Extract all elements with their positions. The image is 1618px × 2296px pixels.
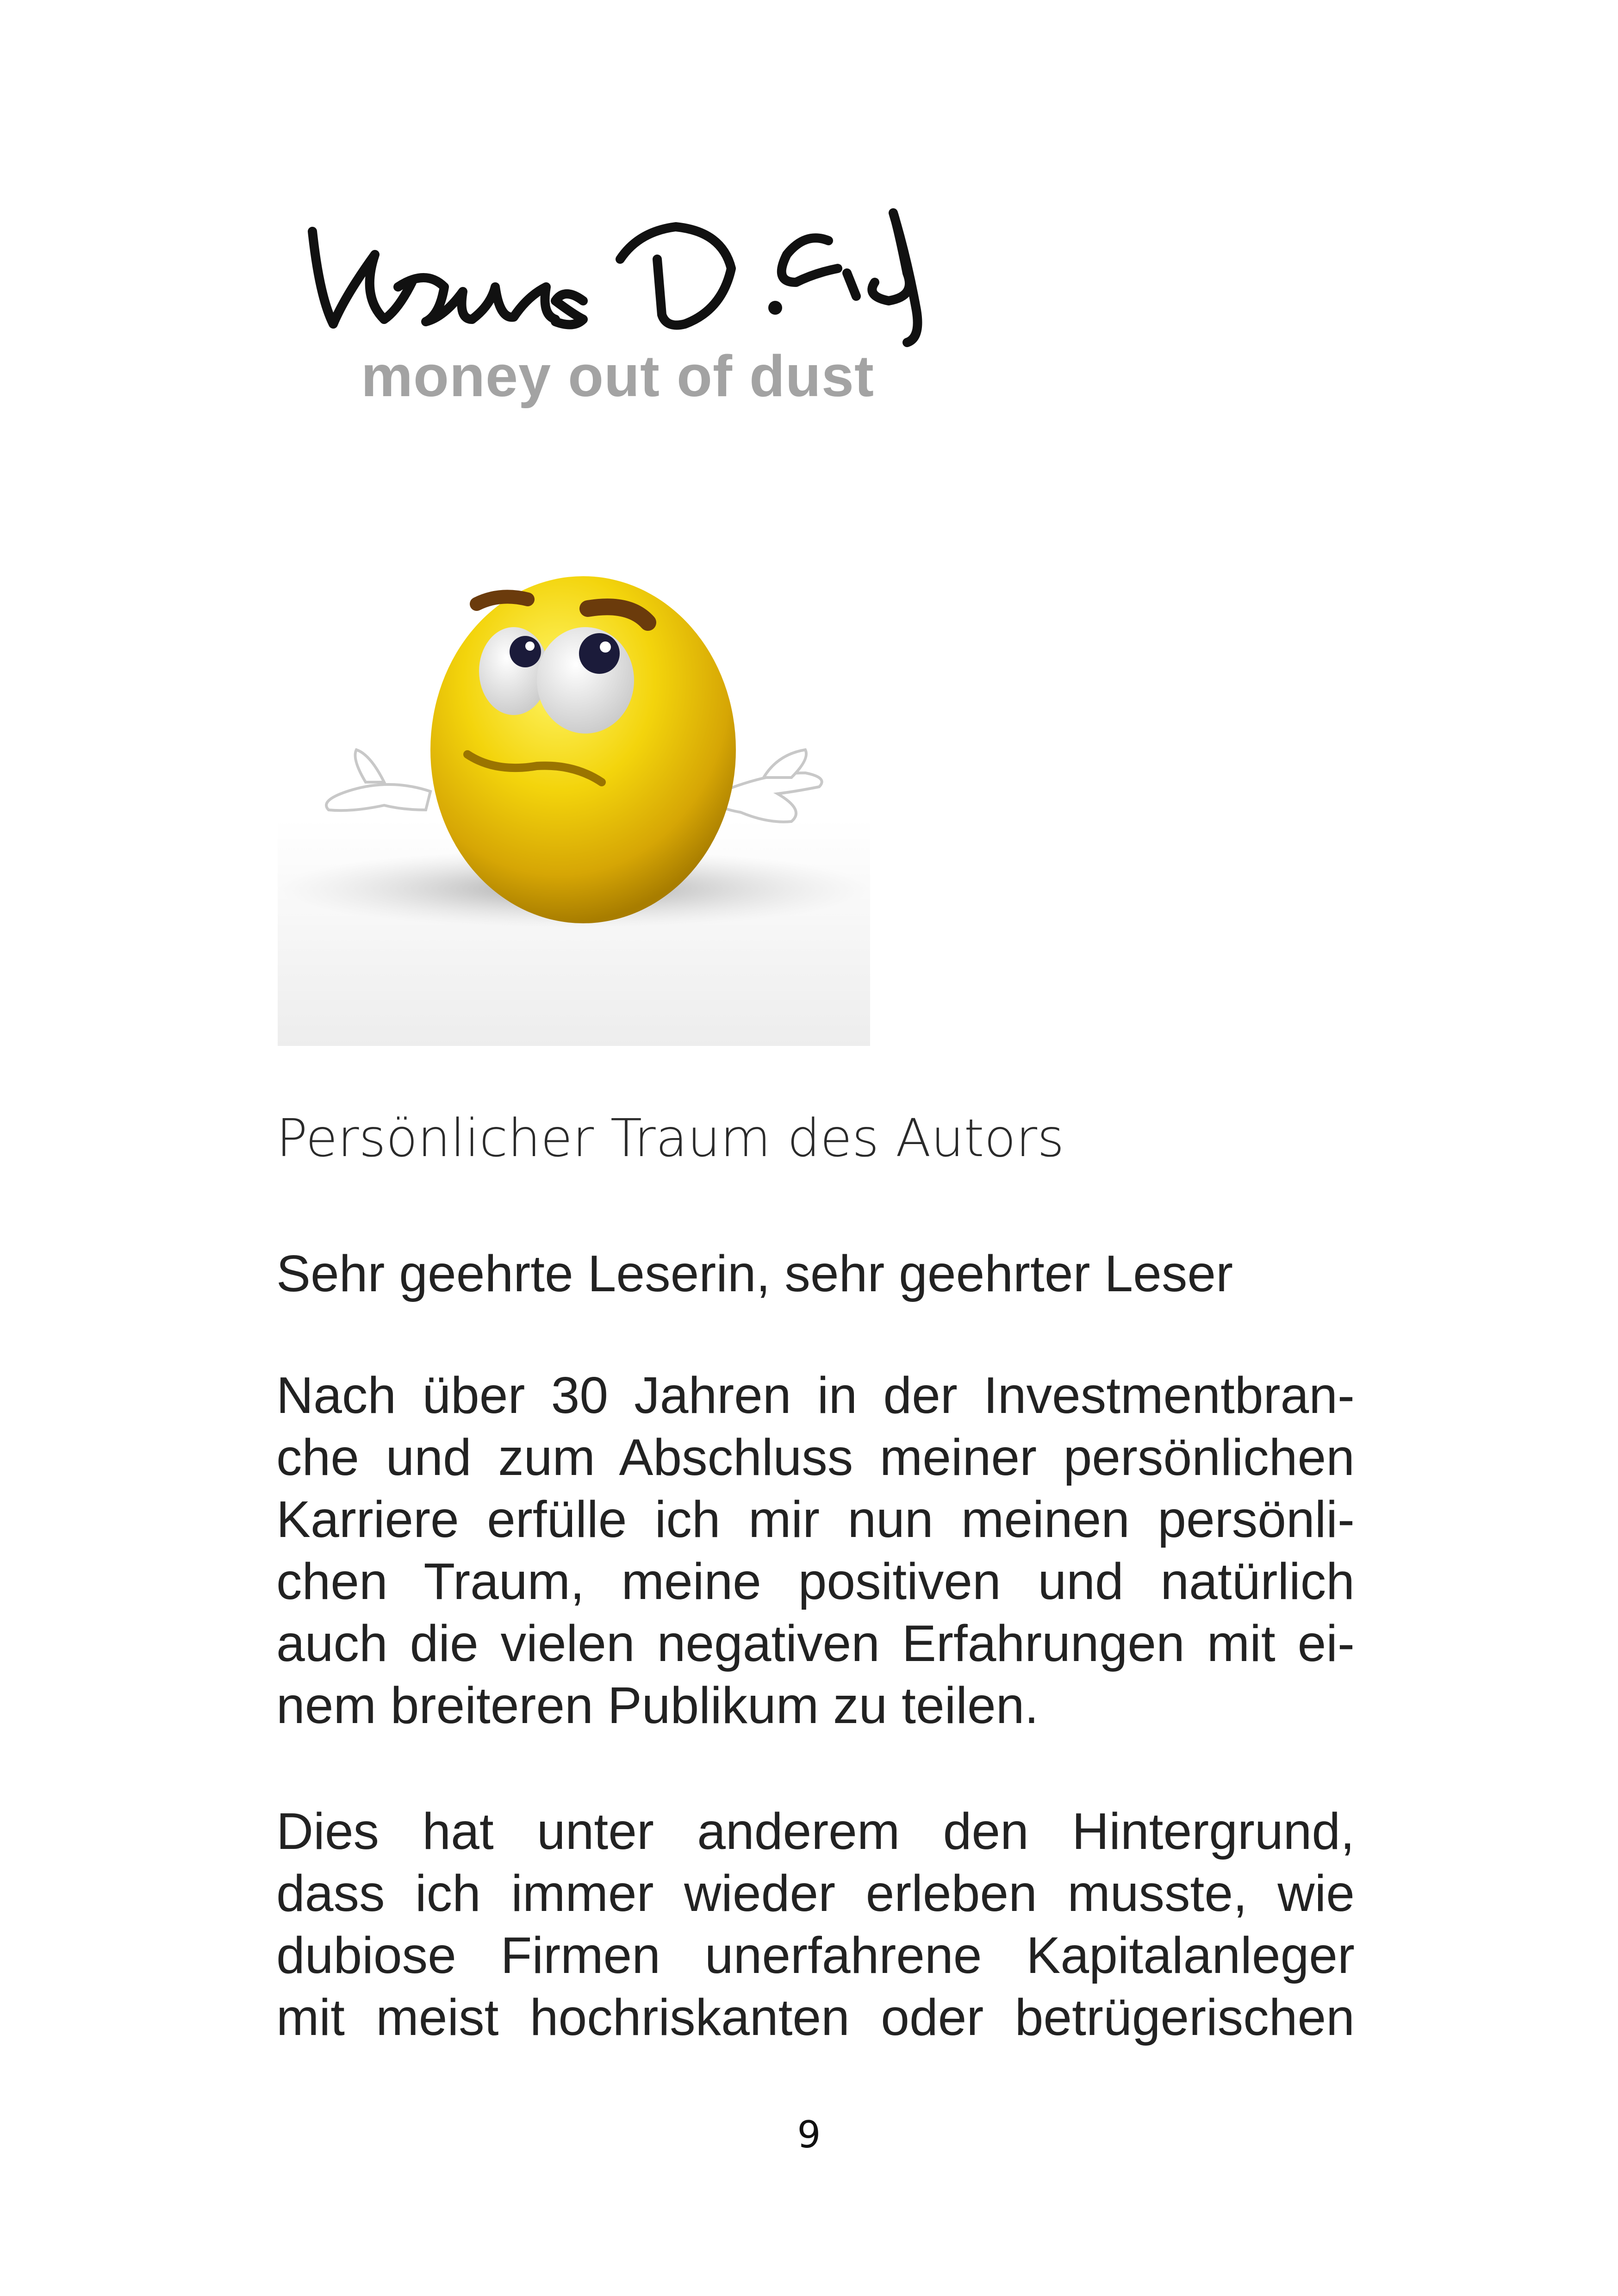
signature-mark — [305, 204, 935, 361]
salutation: Sehr geehrte Leserin, sehr geehrter Leser — [276, 1245, 1233, 1302]
page-number: 9 — [797, 2113, 821, 2156]
author-logo — [305, 204, 935, 421]
text-line: Karriere erfülle ich mir nun meinen persönli- — [276, 1491, 1355, 1548]
text-line: dubiose Firmen unerfahrene Kapitalanleger — [276, 1927, 1355, 1984]
shrugging-emoji-icon — [278, 532, 870, 1046]
text-line: dass ich immer wieder erleben musste, wie — [276, 1865, 1355, 1922]
text-line: nem breiteren Publikum zu teilen. — [276, 1677, 1039, 1734]
text-line: mit meist hochriskanten oder betrügerischen — [276, 1989, 1355, 2046]
text-line: Nach über 30 Jahren in der Investmentbran- — [276, 1367, 1355, 1424]
text-line: chen Traum, meine positiven und natürlich — [276, 1553, 1355, 1610]
text-line: Dies hat unter anderem den Hintergrund, — [276, 1803, 1355, 1860]
section-title: Persönlicher Traum des Autors — [276, 1108, 1064, 1169]
paragraph-2 — [276, 1800, 1355, 2048]
logo-tagline: money out of dust — [361, 343, 874, 409]
text-line: auch die vielen negativen Erfahrungen mit ei- — [276, 1615, 1355, 1672]
text-line: che und zum Abschluss meiner persönlichen — [276, 1429, 1355, 1486]
paragraph-1 — [276, 1364, 1355, 1736]
